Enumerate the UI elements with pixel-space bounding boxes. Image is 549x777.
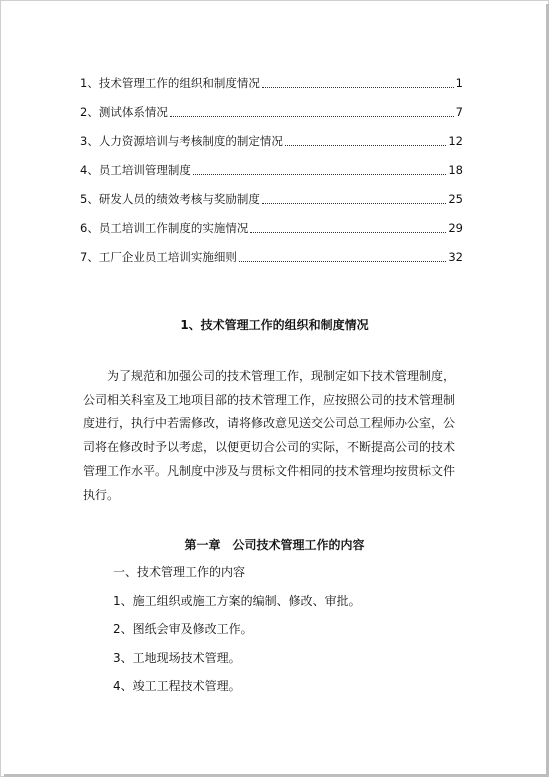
toc-entry-page: 1	[455, 76, 463, 90]
toc-entry-title: 3、人力资源培训与考核制度的制定情况	[80, 134, 283, 148]
content-list	[113, 562, 361, 705]
toc-entry-title: 6、员工培训工作制度的实施情况	[80, 221, 249, 235]
list-item: 3、工地现场技术管理。	[113, 650, 241, 665]
toc-leader	[170, 115, 454, 117]
toc-entry-title: 2、测试体系情况	[80, 105, 168, 119]
toc-entry-page: 29	[448, 221, 463, 235]
list-item: 4、竣工工程技术管理。	[113, 679, 241, 693]
section-heading: 1、技术管理工作的组织和制度情况	[180, 318, 369, 332]
toc-entry[interactable]	[80, 240, 463, 269]
list-item: 1、施工组织或施工方案的编制、修改、审批。	[113, 593, 361, 608]
toc-leader	[250, 231, 446, 233]
toc-leader	[239, 260, 447, 262]
toc-leader	[285, 144, 447, 146]
toc-entry-title: 7、工厂企业员工培训实施细则	[80, 250, 237, 264]
toc-leader	[262, 86, 454, 88]
toc-entry[interactable]	[80, 211, 463, 240]
toc-entry-title: 1、技术管理工作的组织和制度情况	[80, 76, 260, 90]
toc-entry-page: 12	[448, 134, 463, 148]
body-paragraph: 为了规范和加强公司的技术管理工作，现制定如下技术管理制度，公司相关科室及工地项目部的技术管理工作，应按照公司的技术管理制度进行，执行中若需修改，请将修改意见送交公司总工程师办公室，公司将在修改时予以考虑，以便更切合公司的实际，不断提高公司的技术管理工作水平。凡制度中涉及与贯标文件相同的技术管理均按贯标文件执行。	[83, 369, 456, 502]
toc-entry-page: 32	[448, 250, 463, 264]
table-of-contents	[80, 66, 463, 269]
toc-entry[interactable]	[80, 124, 463, 153]
toc-entry[interactable]	[80, 182, 463, 211]
chapter-heading: 第一章 公司技术管理工作的内容	[184, 538, 365, 552]
toc-entry-title: 4、员工培训管理制度	[80, 163, 191, 177]
toc-entry[interactable]	[80, 66, 463, 95]
toc-entry-page: 18	[448, 163, 463, 177]
toc-leader	[193, 173, 447, 175]
toc-entry-page: 7	[455, 105, 463, 119]
list-item: 2、图纸会审及修改工作。	[113, 622, 253, 636]
toc-entry-page: 25	[448, 192, 463, 206]
toc-entry[interactable]	[80, 95, 463, 124]
toc-entry[interactable]	[80, 153, 463, 182]
toc-leader	[262, 202, 447, 204]
list-item: 一、技术管理工作的内容	[113, 565, 246, 579]
toc-entry-title: 5、研发人员的绩效考核与奖励制度	[80, 192, 260, 206]
